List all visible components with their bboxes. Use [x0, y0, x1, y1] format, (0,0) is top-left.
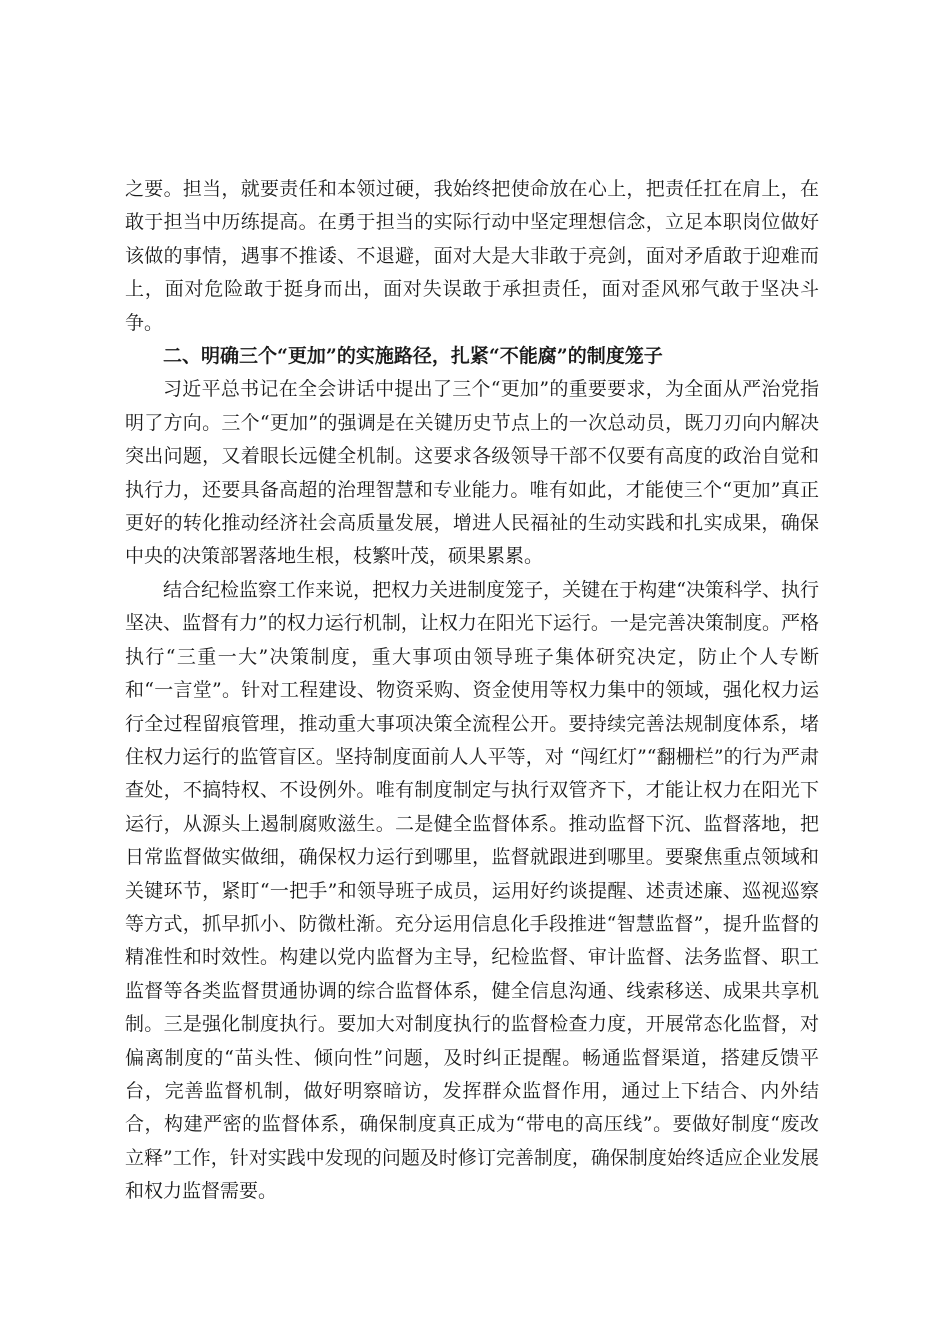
- paragraph-continuation: 之要。担当，就要责任和本领过硬，我始终把使命放在心上，把责任扛在肩上，在敢于担当中历练提高。在勇于担当的实际行动中坚定理想信念，立足本职岗位做好该做的事情，遇事不推诿、不退避，面对大是大非敢于亮剑，面对矛盾敢于迎难而上，面对危险敢于挺身而出，面对失误敢于承担责任，面对歪风邪气敢于坚决斗争。: [125, 178, 819, 334]
- paragraph-body: 习近平总书记在全会讲话中提出了三个“更加”的重要要求，为全面从严治党指明了方向。三个“更加”的强调是在关键历史节点上的一次总动员，既刀刃向内解决突出问题，又着眼长远健全机制。这要求各级领导干部不仅要有高度的政治自觉和执行力，还要具备高超的治理智慧和专业能力。唯有如此，才能使三个“更加”真正更好的转化推动经济社会高质量发展，增进人民福祉的生动实践和扎实成果，确保中央的决策部署落地生根，枝繁叶茂，硕果累累。: [125, 378, 819, 568]
- paragraph-body: 结合纪检监察工作来说，把权力关进制度笼子，关键在于构建“决策科学、执行坚决、监督有力”的权力运行机制，让权力在阳光下运行。一是完善决策制度。严格执行“三重一大”决策制度，重大事项由领导班子集体研究决定，防止个人专断和“一言堂”。针对工程建设、物资采购、资金使用等权力集中的领域，强化权力运行全过程留痕管理，推动重大事项决策全流程公开。要持续完善法规制度体系，堵住权力运行的监管盲区。坚持制度面前人人平等，对 “闯红灯”“翻栅栏”的行为严肃查处，不搞特权、不设例外。唯有制度制定与执行双管齐下，才能让权力在阳光下运行，从源头上遏制腐败滋生。二是健全监督体系。推动监督下沉、监督落地，把日常监督做实做细，确保权力运行到哪里，监督就跟进到哪里。要聚焦重点领域和关键环节，紧盯“一把手”和领导班子成员，运用好约谈提醒、述责述廉、巡视巡察等方式，抓早抓小、防微杜渐。充分运用信息化手段推进“智慧监督”，提升监督的精准性和时效性。构建以党内监督为主导，纪检监督、审计监督、法务监督、职工监督等各类监督贯通协调的综合监督体系，健全信息沟通、线索移送、成果共享机制。三是强化制度执行。要加大对制度执行的监督检查力度，开展常态化监督，对偏离制度的“苗头性、倾向性”问题，及时纠正提醒。畅通监督渠道，搭建反馈平台，完善监督机制，做好明察暗访，发挥群众监督作用，通过上下结合、内外结合，构建严密的监督体系，确保制度真正成为“带电的高压线”。要做好制度“废改立释”工作，针对实践中发现的问题及时修订完善制度，确保制度始终适应企业发展和权力监督需要。: [125, 578, 819, 1203]
- document-page: [125, 173, 819, 1209]
- section-heading: 二、明确三个“更加”的实施路径，扎紧“不能腐”的制度笼子: [163, 345, 663, 368]
